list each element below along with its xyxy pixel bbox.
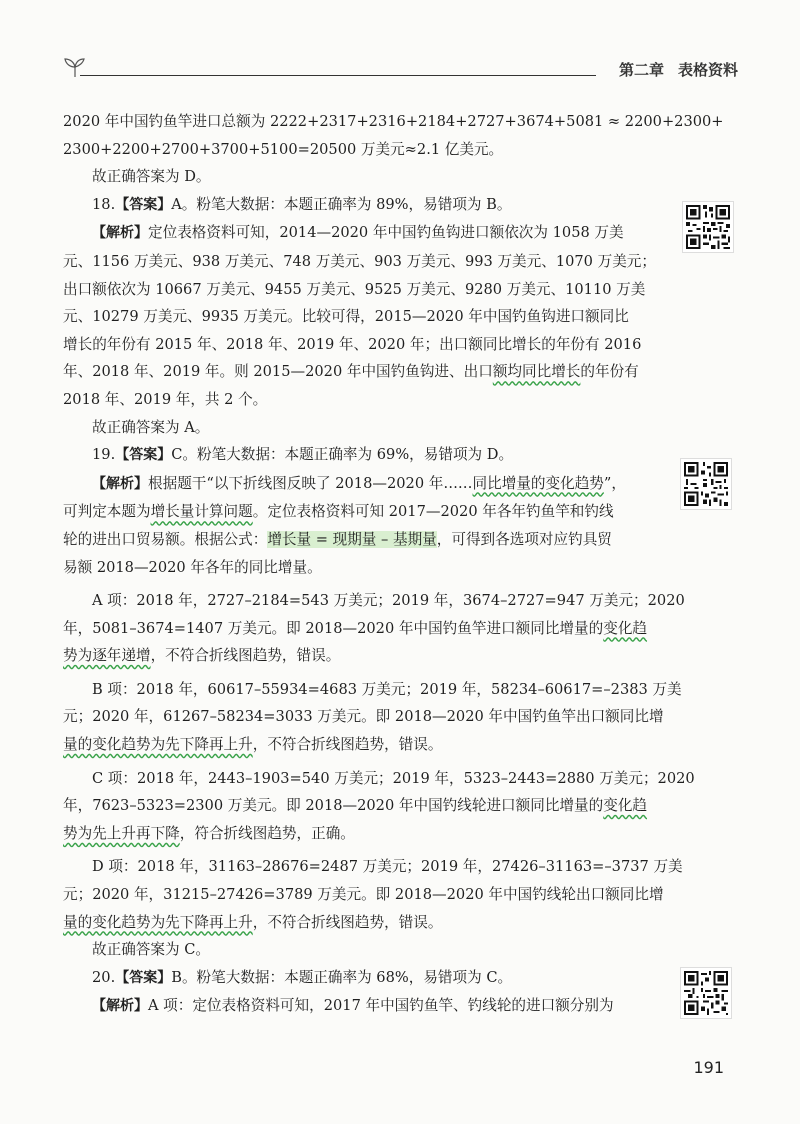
text-line: 年，5081–3674=1407 万美元。即 2018—2020 年中国钓鱼竿进口额同比增量的变化趋 (63, 619, 648, 637)
qr-code-q19[interactable] (681, 459, 731, 509)
text-line: 年，7623–5323=2300 万美元。即 2018—2020 年中国钓线轮进口额同比增量的变化趋 (63, 797, 648, 815)
page-header (62, 55, 738, 89)
answer-line: 故正确答案为 A。 (92, 418, 210, 436)
page-number: 191 (693, 1058, 724, 1077)
section-title: 表格资料 (677, 61, 738, 79)
question-18-analysis: 【解析】定位表格资料可知，2014—2020 年中国钓鱼钩进口额依次为 1058 万美 (92, 224, 624, 242)
text-line: 元、1156 万美元、938 万美元、748 万美元、903 万美元、993 万美元、1070 万美元； (63, 252, 656, 270)
question-19-analysis: 【解析】根据题干“以下折线图反映了 2018—2020 年……同比增量的变化趋势”， (92, 474, 626, 492)
option-d: D 项：2018 年，31163–28676=2487 万美元；2019 年，27426–31163=–3737 万美 (92, 858, 683, 876)
question-18-answer: 18.【答案】A。粉笔大数据：本题正确率为 89%，易错项为 B。 (92, 195, 512, 213)
text-line: 可判定本题为增长量计算问题。定位表格资料可知 2017—2020 年各年钓鱼竿和钓线 (63, 503, 614, 521)
text-line: 元；2020 年，31215–27426=3789 万美元。即 2018—2020 年中国钓线轮出口额同比增 (63, 886, 664, 904)
text-line: 势为先上升再下降，符合折线图趋势，正确。 (63, 824, 355, 842)
qr-code-icon (684, 971, 728, 1015)
qr-code-icon (684, 462, 728, 506)
text-line: 2300+2200+2700+3700+5100=20500 万美元≈2.1 亿美元。 (63, 140, 504, 158)
text-line: 易额 2018—2020 年各年的同比增量。 (63, 558, 322, 576)
question-19-answer: 19.【答案】C。粉笔大数据：本题正确率为 69%，易错项为 D。 (92, 446, 514, 464)
text-line: 2018 年、2019 年，共 2 个。 (63, 390, 268, 408)
text-line: 元、10279 万美元、9935 万美元。比较可得，2015—2020 年中国钓鱼钩进口额同比 (63, 308, 629, 326)
text-line: 年、2018 年、2019 年。则 2015—2020 年中国钓鱼钩进、出口额均同比增长的年份有 (63, 363, 639, 381)
text-line: 轮的进出口贸易额。根据公式：增长量 = 现期量 – 基期量，可得到各选项对应钓具贸 (63, 530, 612, 548)
chapter-number: 第二章 (618, 61, 664, 79)
formula-highlight: 增长量 = 现期量 – 基期量 (267, 530, 437, 548)
text-line: 势为逐年递增，不符合折线图趋势，错误。 (63, 647, 341, 665)
text-line: 增长的年份有 2015 年、2018 年、2019 年、2020 年；出口额同比增长的年份有 2016 (63, 335, 642, 353)
text-line: 量的变化趋势为先下降再上升，不符合折线图趋势，错误。 (63, 913, 443, 931)
text-line: 量的变化趋势为先下降再上升，不符合折线图趋势，错误。 (63, 736, 443, 754)
header-rule (80, 75, 596, 76)
text-line: 2020 年中国钓鱼竿进口总额为 2222+2317+2316+2184+2727+3674+5081 ≈ 2200+2300+ (63, 113, 724, 130)
question-20-analysis: 【解析】A 项：定位表格资料可知，2017 年中国钓鱼竿、钓线轮的进口额分别为 (92, 997, 614, 1015)
text-line: 出口额依次为 10667 万美元、9455 万美元、9525 万美元、9280 万美元、10110 万美 (63, 280, 646, 298)
sprout-icon (62, 55, 88, 81)
qr-code-q20[interactable] (681, 968, 731, 1018)
option-c: C 项：2018 年，2443–1903=540 万美元；2019 年，5323–2443=2880 万美元；2020 (92, 769, 695, 787)
chapter-title (605, 59, 738, 80)
qr-code-icon (686, 205, 730, 249)
answer-line: 故正确答案为 C。 (92, 941, 210, 959)
option-b: B 项：2018 年，60617–55934=4683 万美元；2019 年，58234–60617=–2383 万美 (92, 680, 682, 698)
qr-code-q18[interactable] (683, 202, 733, 252)
question-20-answer: 20.【答案】B。粉笔大数据：本题正确率为 68%，易错项为 C。 (92, 968, 513, 986)
option-a: A 项：2018 年，2727–2184=543 万美元；2019 年，3674–2727=947 万美元；2020 (92, 592, 685, 610)
answer-line: 故正确答案为 D。 (92, 168, 211, 186)
body-text (63, 108, 724, 1021)
text-line: 元；2020 年，61267–58234=3033 万美元。即 2018—2020 年中国钓鱼竿出口额同比增 (63, 708, 664, 726)
